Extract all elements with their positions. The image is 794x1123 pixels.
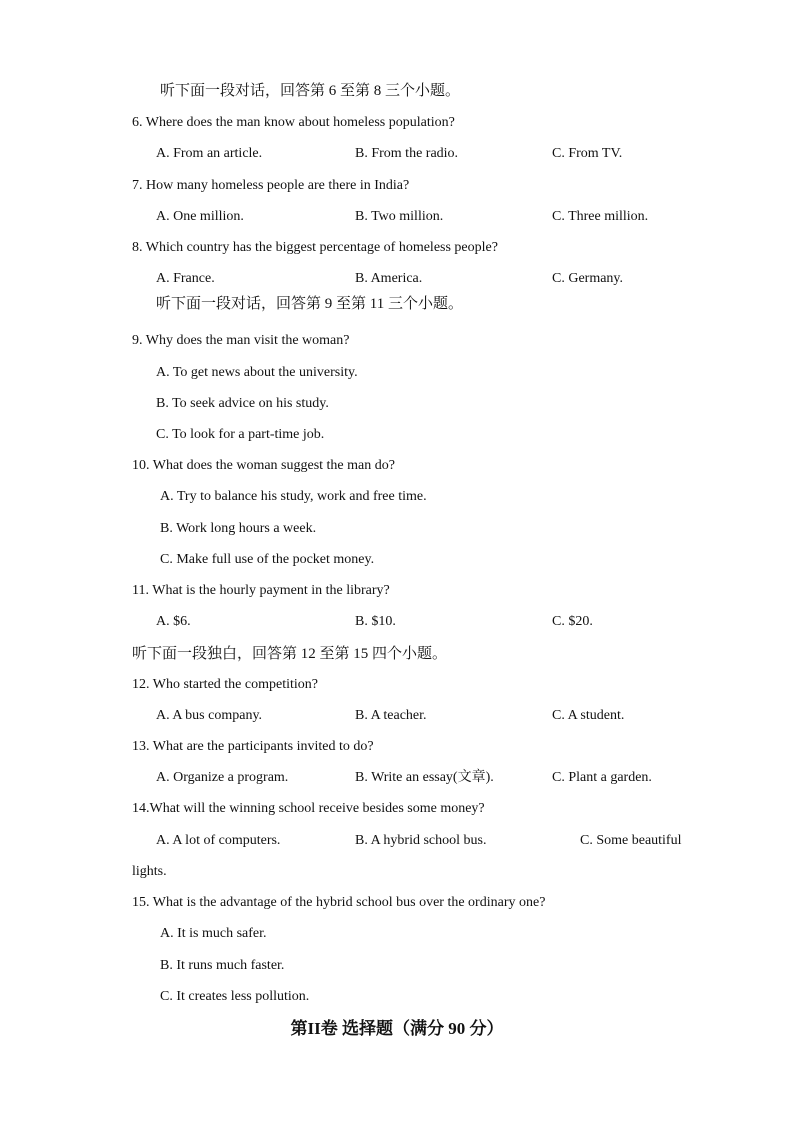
question-6-option-c: C. From TV. xyxy=(552,146,623,161)
question-13-option-b: B. Write an essay(文章). xyxy=(355,770,494,785)
question-8-option-b: B. America. xyxy=(355,271,423,286)
question-15-option-a: A. It is much safer. xyxy=(160,926,267,941)
question-10-option-c: C. Make full use of the pocket money. xyxy=(160,552,375,567)
question-7-option-b: B. Two million. xyxy=(355,209,444,224)
part-title: 第II卷 选择题（满分 90 分） xyxy=(290,1019,504,1038)
section-instruction-3: 听下面一段独白，回答第 12 至第 15 四个小题。 xyxy=(132,646,448,662)
section-instruction-1: 听下面一段对话，回答第 6 至第 8 三个小题。 xyxy=(160,83,461,99)
question-11-option-b: B. $10. xyxy=(355,614,396,629)
question-13-stem: 13. What are the participants invited to do? xyxy=(132,739,374,754)
question-8-option-a: A. France. xyxy=(156,271,215,286)
question-10-option-a: A. Try to balance his study, work and free time. xyxy=(160,489,427,504)
question-11-option-c: C. $20. xyxy=(552,614,593,629)
question-13-option-c: C. Plant a garden. xyxy=(552,770,652,785)
question-12-stem: 12. Who started the competition? xyxy=(132,677,318,692)
question-11-stem: 11. What is the hourly payment in the library? xyxy=(132,583,390,598)
question-14-option-a: A. A lot of computers. xyxy=(156,833,281,848)
question-7-option-c: C. Three million. xyxy=(552,209,649,224)
question-14-option-b: B. A hybrid school bus. xyxy=(355,833,487,848)
question-7-option-a: A. One million. xyxy=(156,209,244,224)
question-12-option-b: B. A teacher. xyxy=(355,708,427,723)
question-14-option-c: C. Some beautiful xyxy=(580,833,682,848)
question-8-stem: 8. Which country has the biggest percentage of homeless people? xyxy=(132,240,498,255)
question-13-option-a: A. Organize a program. xyxy=(156,770,289,785)
question-6-stem: 6. Where does the man know about homeless population? xyxy=(132,115,455,130)
question-10-option-b: B. Work long hours a week. xyxy=(160,521,317,536)
question-12-option-c: C. A student. xyxy=(552,708,625,723)
question-12-option-a: A. A bus company. xyxy=(156,708,263,723)
question-6-option-a: A. From an article. xyxy=(156,146,263,161)
question-8-option-c: C. Germany. xyxy=(552,271,624,286)
question-14-option-c-continued: lights. xyxy=(132,864,167,879)
question-10-stem: 10. What does the woman suggest the man do? xyxy=(132,458,395,473)
question-15-option-b: B. It runs much faster. xyxy=(160,958,285,973)
question-14-stem: 14.What will the winning school receive besides some money? xyxy=(132,801,485,816)
question-9-option-b: B. To seek advice on his study. xyxy=(156,396,329,411)
section-instruction-2: 听下面一段对话，回答第 9 至第 11 三个小题。 xyxy=(156,296,463,312)
question-7-stem: 7. How many homeless people are there in India? xyxy=(132,178,410,193)
question-9-option-c: C. To look for a part-time job. xyxy=(156,427,325,442)
question-15-stem: 15. What is the advantage of the hybrid school bus over the ordinary one? xyxy=(132,895,546,910)
question-9-option-a: A. To get news about the university. xyxy=(156,365,358,380)
question-6-option-b: B. From the radio. xyxy=(355,146,459,161)
question-15-option-c: C. It creates less pollution. xyxy=(160,989,310,1004)
question-9-stem: 9. Why does the man visit the woman? xyxy=(132,333,350,348)
question-11-option-a: A. $6. xyxy=(156,614,191,629)
